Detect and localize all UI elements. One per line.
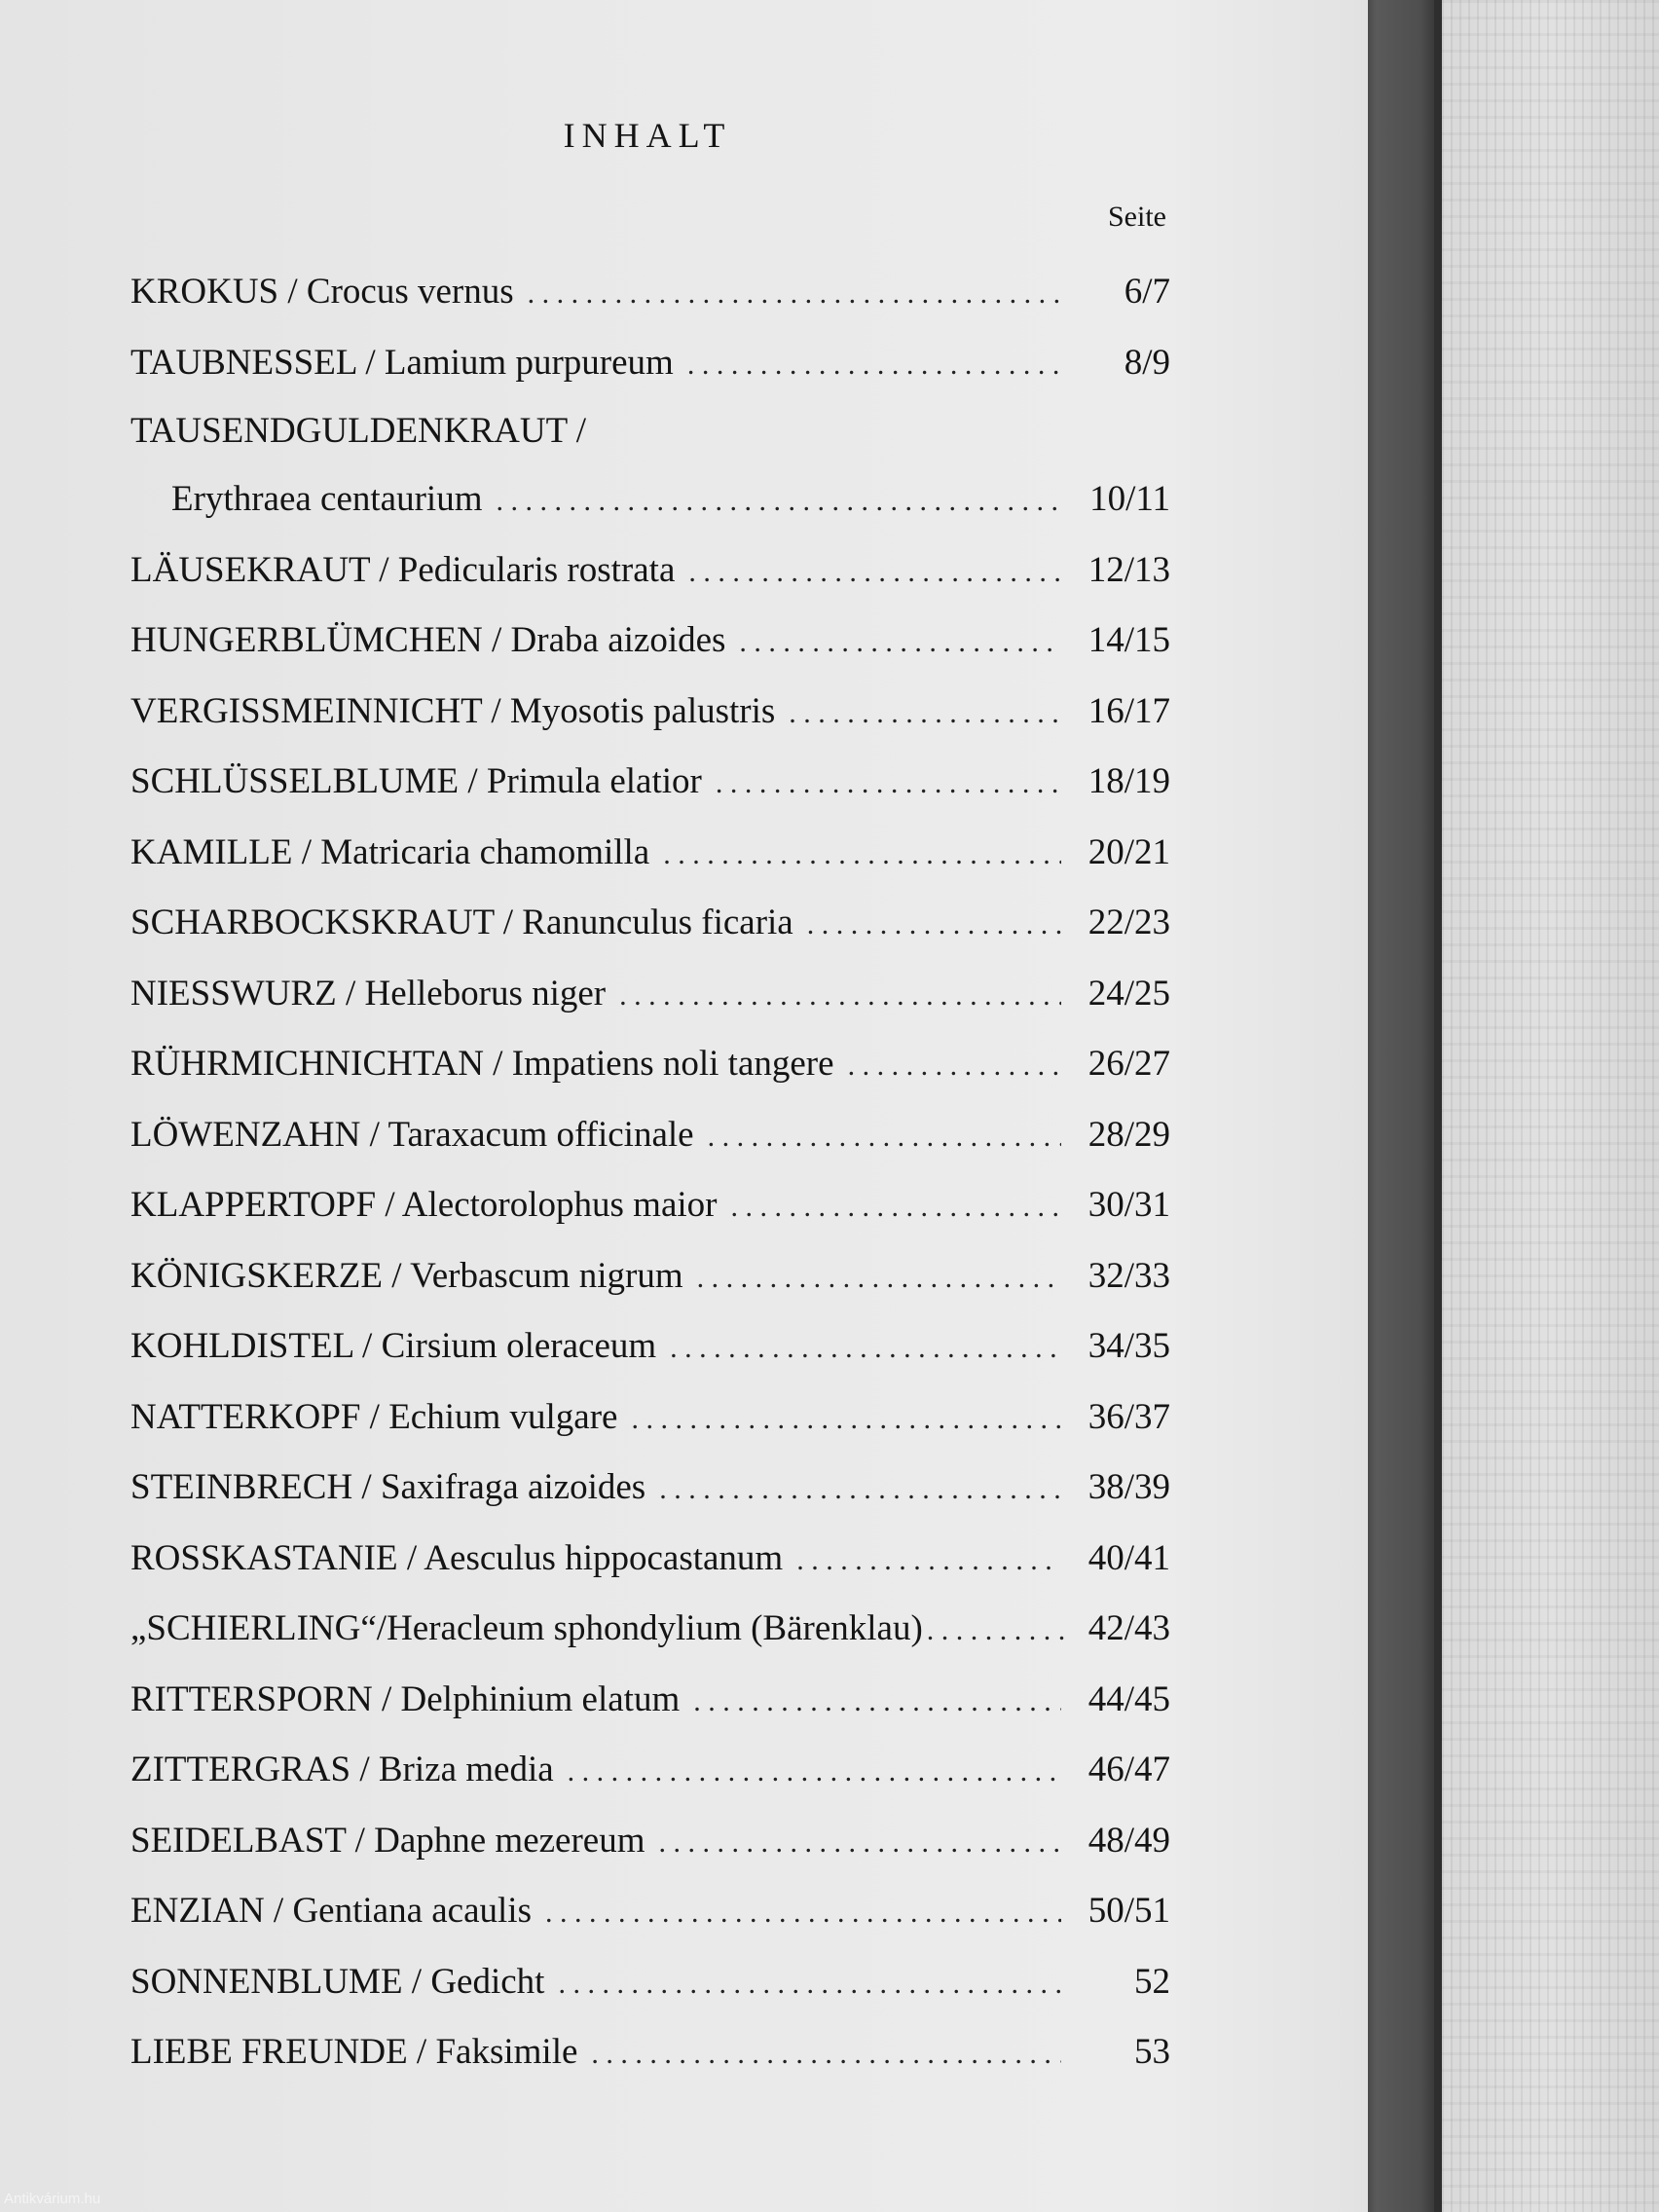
dot-leader (688, 537, 1061, 608)
toc-entry (130, 1665, 1170, 1736)
toc-entry (130, 398, 1170, 464)
toc-entry (130, 2017, 1170, 2088)
toc-entry-page: 36/37 (1088, 1396, 1170, 1437)
toc-entry (130, 1947, 1170, 2018)
toc-entry-title: KOHLDISTEL / Cirsium oleraceum (130, 1326, 657, 1366)
toc-entry-title: SONNENBLUME / Gedicht (130, 1961, 545, 2002)
dot-leader (697, 1243, 1061, 1314)
toc-entry-title: NATTERKOPF / Echium vulgare (130, 1396, 618, 1437)
toc-entry-title: STEINBRECH / Saxifraga aizoides (130, 1467, 646, 1507)
toc-entry-page: 34/35 (1088, 1326, 1170, 1366)
toc-entry-title: RÜHRMICHNICHTAN / Impatiens noli tangere (130, 1044, 834, 1084)
dot-leader (545, 1878, 1061, 1949)
toc-entry (130, 535, 1170, 607)
toc-entry (130, 1241, 1170, 1312)
toc-entry (130, 464, 1170, 535)
dot-leader (796, 1526, 1061, 1597)
toc-entry-page: 32/33 (1088, 1255, 1170, 1296)
toc-entry-title: SCHARBOCKSKRAUT / Ranunculus ficaria (130, 903, 793, 942)
toc-entry (130, 959, 1170, 1030)
dot-leader (693, 1667, 1061, 1738)
dot-leader (591, 2019, 1061, 2090)
toc-entry-page: 50/51 (1088, 1891, 1170, 1931)
toc-entry-page: 8/9 (1124, 342, 1170, 383)
toc-entry-page: 46/47 (1088, 1750, 1170, 1789)
toc-entry-page: 10/11 (1089, 479, 1170, 519)
dot-leader (659, 1808, 1062, 1879)
toc-entry-page: 18/19 (1088, 761, 1170, 801)
toc-entry-page: 24/25 (1088, 973, 1170, 1014)
dot-leader (619, 961, 1061, 1032)
toc-entry (130, 1524, 1170, 1595)
toc-entry (130, 747, 1170, 818)
toc-entry-page: 42/43 (1088, 1608, 1170, 1648)
toc-entry-title: ZITTERGRAS / Briza media (130, 1750, 554, 1789)
toc-entry-title: SEIDELBAST / Daphne mezereum (130, 1820, 645, 1861)
dot-leader (659, 1455, 1061, 1526)
dot-leader (739, 608, 1061, 679)
toc-entry-title: KAMILLE / Matricaria chamomilla (130, 831, 650, 872)
table-of-contents (130, 257, 1170, 2088)
dot-leader (663, 820, 1061, 891)
dot-leader (528, 259, 1061, 330)
toc-entry-page: 16/17 (1088, 690, 1170, 731)
toc-entry-page: 52 (1134, 1961, 1170, 2002)
dot-leader (730, 1172, 1061, 1243)
dot-leader (716, 749, 1061, 820)
dot-leader (670, 1313, 1061, 1384)
watermark: Antikvárium.hu (4, 2191, 101, 2207)
dot-leader (496, 466, 1061, 537)
toc-entry-title: RITTERSPORN / Delphinium elatum (130, 1678, 681, 1719)
dot-leader (927, 1596, 1067, 1667)
toc-entry-title: KÖNIGSKERZE / Verbascum nigrum (130, 1255, 683, 1296)
toc-entry-title: NIESSWURZ / Helleborus niger (130, 973, 607, 1014)
toc-entry-page: 30/31 (1088, 1185, 1170, 1225)
toc-entry-title: KROKUS / Crocus vernus (130, 272, 514, 312)
toc-entry-title: SCHLÜSSELBLUME / Primula elatior (130, 761, 702, 801)
toc-entry (130, 1029, 1170, 1100)
toc-entry-title: Erythraea centaurium (171, 479, 483, 519)
toc-entry-title: TAUSENDGULDENKRAUT / (130, 411, 587, 451)
toc-entry-title: LIEBE FREUNDE / Faksimile (130, 2032, 578, 2072)
toc-entry (130, 1170, 1170, 1241)
toc-entry-page: 12/13 (1088, 549, 1170, 590)
dot-leader (848, 1031, 1061, 1102)
toc-entry (130, 1735, 1170, 1806)
toc-entry-page: 28/29 (1088, 1114, 1170, 1155)
toc-entry-title: ENZIAN / Gentiana acaulis (130, 1891, 532, 1931)
toc-entry-page: 14/15 (1088, 620, 1170, 660)
toc-entry-page: 6/7 (1124, 272, 1170, 312)
page-column-label: Seite (1108, 201, 1166, 233)
toc-entry-page: 26/27 (1088, 1044, 1170, 1084)
toc-entry-page: 53 (1134, 2032, 1170, 2072)
toc-entry-page: 38/39 (1088, 1467, 1170, 1507)
toc-entry (130, 606, 1170, 677)
toc-entry (130, 888, 1170, 959)
toc-entry (130, 677, 1170, 748)
toc-entry (130, 257, 1170, 328)
toc-entry-title: VERGISSMEINNICHT / Myosotis palustris (130, 690, 776, 731)
book-spine (1368, 0, 1434, 2212)
wood-background (1442, 0, 1659, 2212)
toc-entry-page: 20/21 (1088, 831, 1170, 872)
dot-leader (558, 1949, 1061, 2020)
toc-entry-title: LÖWENZAHN / Taraxacum officinale (130, 1114, 694, 1155)
toc-entry (130, 818, 1170, 889)
toc-entry-title: HUNGERBLÜMCHEN / Draba aizoides (130, 620, 726, 660)
book-spine-edge (1434, 0, 1442, 2212)
dot-leader (807, 890, 1061, 961)
dot-leader (687, 330, 1061, 401)
dot-leader (789, 679, 1061, 750)
toc-entry (130, 1806, 1170, 1877)
toc-entry-page: 48/49 (1088, 1820, 1170, 1861)
toc-entry (130, 1311, 1170, 1382)
toc-entry-title: LÄUSEKRAUT / Pedicularis rostrata (130, 549, 676, 590)
toc-entry-page: 22/23 (1088, 903, 1170, 942)
dot-leader (708, 1102, 1061, 1173)
toc-entry-title: „SCHIERLING“/Heracleum sphondylium (Bärenklau) (130, 1608, 923, 1648)
toc-entry-title: ROSSKASTANIE / Aesculus hippocastanum (130, 1537, 784, 1578)
toc-entry (130, 1382, 1170, 1454)
page-title: INHALT (563, 116, 732, 155)
toc-entry (130, 1876, 1170, 1947)
toc-entry (130, 328, 1170, 399)
toc-entry-title: KLAPPERTOPF / Alectorolophus maior (130, 1185, 718, 1225)
toc-entry (130, 1453, 1170, 1524)
dot-leader (631, 1384, 1061, 1456)
toc-entry-title: TAUBNESSEL / Lamium purpureum (130, 342, 674, 383)
dot-leader (568, 1737, 1061, 1808)
toc-entry (130, 1100, 1170, 1171)
toc-entry (130, 1594, 1170, 1665)
toc-entry-page: 40/41 (1088, 1537, 1170, 1578)
toc-entry-page: 44/45 (1088, 1678, 1170, 1719)
